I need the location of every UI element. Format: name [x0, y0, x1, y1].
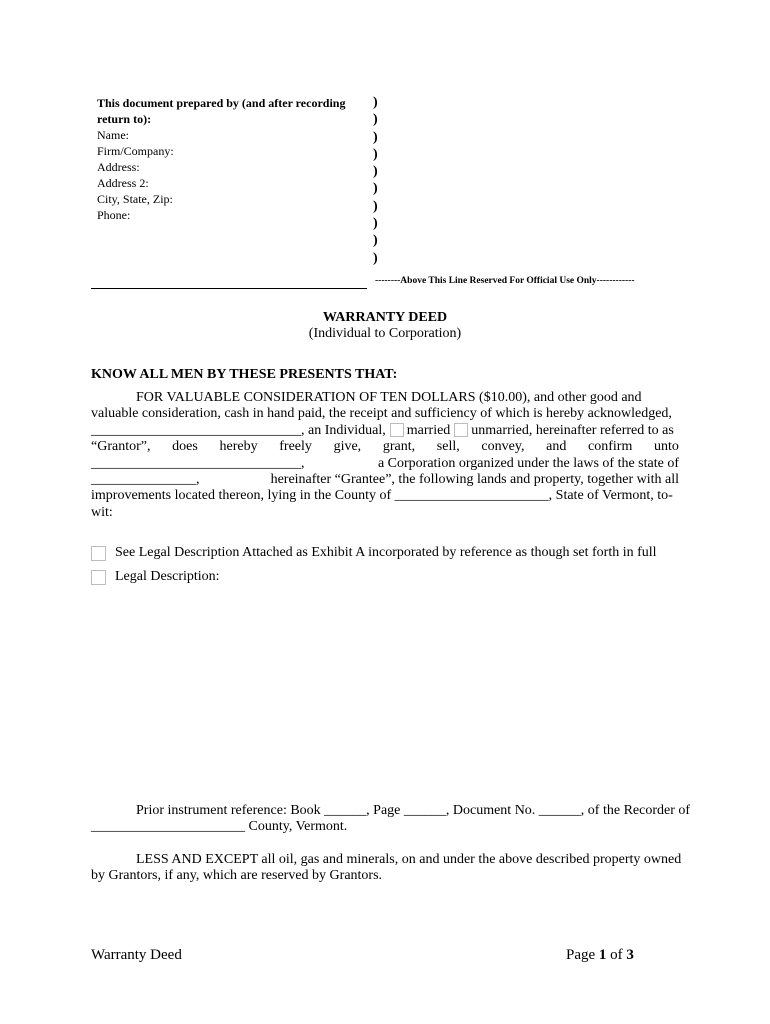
bracket: ) [373, 233, 378, 249]
preparer-block [97, 95, 367, 223]
body-line: FOR VALUABLE CONSIDERATION OF TEN DOLLARS ($10.00), and other good and [136, 390, 642, 405]
preparer-phone-label: Phone: [97, 208, 131, 222]
preparer-name-label: Name: [97, 128, 129, 142]
word: and [546, 439, 567, 455]
bracket: ) [373, 129, 378, 145]
body-line [91, 456, 679, 472]
word: sell, [436, 439, 460, 455]
unmarried-checkbox[interactable] [454, 423, 468, 437]
prior-line: ______________________ County, Vermont. [91, 819, 348, 835]
less-except-paragraph [91, 852, 682, 885]
page-prefix: Page [566, 947, 596, 963]
bracket: ) [373, 216, 378, 232]
page-total: 3 [626, 947, 634, 963]
grantee-text: hereinafter “Grantee”, the following lands and property, together with all [270, 472, 679, 488]
consideration-paragraph [91, 390, 679, 521]
page-number [566, 947, 634, 964]
grantor-blank[interactable]: ______________________________, an Individual, [91, 422, 386, 438]
footer-title: Warranty Deed [91, 947, 182, 963]
legal-description-option[interactable] [91, 569, 220, 585]
corporation-text: a Corporation organized under the laws of the state of [377, 455, 679, 471]
word: unto [654, 439, 679, 455]
word: hereby [219, 439, 258, 455]
body-line: valuable consideration, cash in hand paid, the receipt and sufficiency of which is hereby acknowledged, [91, 406, 672, 422]
less-line: by Grantors, if any, which are reserved by Grantors. [91, 868, 383, 884]
body-line: improvements located thereon, lying in the County of ______________________, State of Vermont, to- [91, 488, 673, 504]
bracket: ) [373, 181, 378, 197]
exhibit-label: See Legal Description Attached as Exhibit A incorporated by reference as though set forth in full [115, 545, 657, 560]
prior-instrument-paragraph [91, 803, 691, 836]
bracket: ) [373, 250, 378, 266]
bracket-column [373, 94, 378, 267]
bracket: ) [373, 95, 378, 110]
body-line [91, 472, 679, 488]
married-checkbox[interactable] [390, 423, 404, 437]
word: give, [333, 439, 362, 455]
reserved-line-text: --------Above This Line Reserved For Official Use Only------------ [375, 276, 635, 286]
bracket: ) [373, 112, 378, 128]
legal-description-checkbox[interactable] [91, 570, 106, 585]
body-line [91, 439, 679, 455]
exhibit-checkbox[interactable] [91, 546, 106, 561]
legal-description-label: Legal Description: [115, 569, 220, 584]
word: convey, [481, 439, 525, 455]
preparer-address2-label: Address 2: [97, 176, 149, 190]
bracket: ) [373, 198, 378, 214]
unmarried-label: unmarried, hereinafter referred to as [471, 422, 674, 438]
preparer-heading: This document prepared by (and after recording return to): [97, 96, 346, 126]
preparer-address-label: Address: [97, 160, 140, 174]
exhibit-option[interactable] [91, 545, 657, 561]
document-subtitle: (Individual to Corporation) [308, 326, 462, 341]
bracket: ) [373, 146, 378, 162]
word: freely [279, 439, 312, 455]
married-label: married [406, 422, 451, 438]
word: grant, [382, 439, 416, 455]
page-of: of [610, 947, 623, 963]
word: does [172, 439, 198, 455]
grantee-blank[interactable]: ______________________________, [91, 455, 305, 471]
state-blank[interactable]: _______________, [91, 472, 200, 488]
less-line: LESS AND EXCEPT all oil, gas and minerals, on and under the above described property owned [136, 852, 682, 867]
body-line [91, 423, 679, 439]
word: confirm [588, 439, 633, 455]
preparer-city-label: City, State, Zip: [97, 192, 173, 206]
bracket: ) [373, 164, 378, 180]
recording-divider-line [91, 288, 367, 289]
know-all-heading: KNOW ALL MEN BY THESE PRESENTS THAT: [91, 367, 398, 382]
prior-line: Prior instrument reference: Book ______, Page ______, Document No. ______, of the Recorder of [136, 803, 691, 818]
body-line: wit: [91, 504, 113, 520]
page-current: 1 [598, 947, 607, 963]
word: “Grantor”, [91, 439, 151, 455]
document-title: WARRANTY DEED [322, 310, 448, 325]
preparer-firm-label: Firm/Company: [97, 144, 174, 158]
